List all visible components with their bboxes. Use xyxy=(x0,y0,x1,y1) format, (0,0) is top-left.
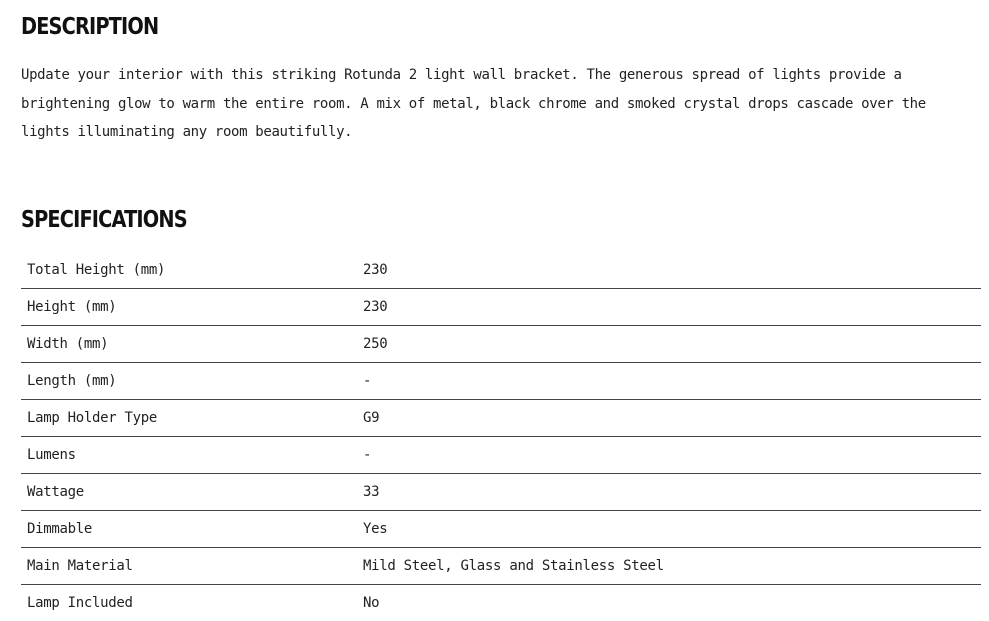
spec-value: 33 xyxy=(357,474,981,511)
spec-label: Main Material xyxy=(21,548,357,585)
spec-row-height xyxy=(21,289,981,326)
spec-value: - xyxy=(357,363,981,400)
spec-label: Wattage xyxy=(21,474,357,511)
spec-value: Mild Steel, Glass and Stainless Steel xyxy=(357,548,981,585)
specifications-table xyxy=(21,252,981,621)
spec-value: 230 xyxy=(357,252,981,289)
spec-value: 230 xyxy=(357,289,981,326)
spec-value: Yes xyxy=(357,511,981,548)
spec-label: Height (mm) xyxy=(21,289,357,326)
spec-row-wattage xyxy=(21,474,981,511)
spec-row-lumens xyxy=(21,437,981,474)
spec-row-dimmable xyxy=(21,511,981,548)
spec-label: Total Height (mm) xyxy=(21,252,357,289)
spec-label: Width (mm) xyxy=(21,326,357,363)
spec-row-main-material xyxy=(21,548,981,585)
description-text: Update your interior with this striking Rotunda 2 light wall bracket. The generous spread of lights provide a brightening glow to warm the entire room. A mix of metal, black chrome and smoked crystal drops cascade over the lights illuminating any room beautifully. xyxy=(21,61,971,147)
spec-row-length xyxy=(21,363,981,400)
spec-value: G9 xyxy=(357,400,981,437)
spec-row-lamp-holder-type xyxy=(21,400,981,437)
spec-label: Length (mm) xyxy=(21,363,357,400)
spec-row-lamp-included xyxy=(21,585,981,621)
spec-value: - xyxy=(357,437,981,474)
spec-value: 250 xyxy=(357,326,981,363)
specifications-heading: SPECIFICATIONS xyxy=(21,209,187,232)
spec-row-total-height xyxy=(21,252,981,289)
description-heading: DESCRIPTION xyxy=(21,16,158,39)
spec-row-width xyxy=(21,326,981,363)
spec-label: Lamp Holder Type xyxy=(21,400,357,437)
spec-label: Lamp Included xyxy=(21,585,357,621)
spec-label: Dimmable xyxy=(21,511,357,548)
spec-value: No xyxy=(357,585,981,621)
spec-label: Lumens xyxy=(21,437,357,474)
